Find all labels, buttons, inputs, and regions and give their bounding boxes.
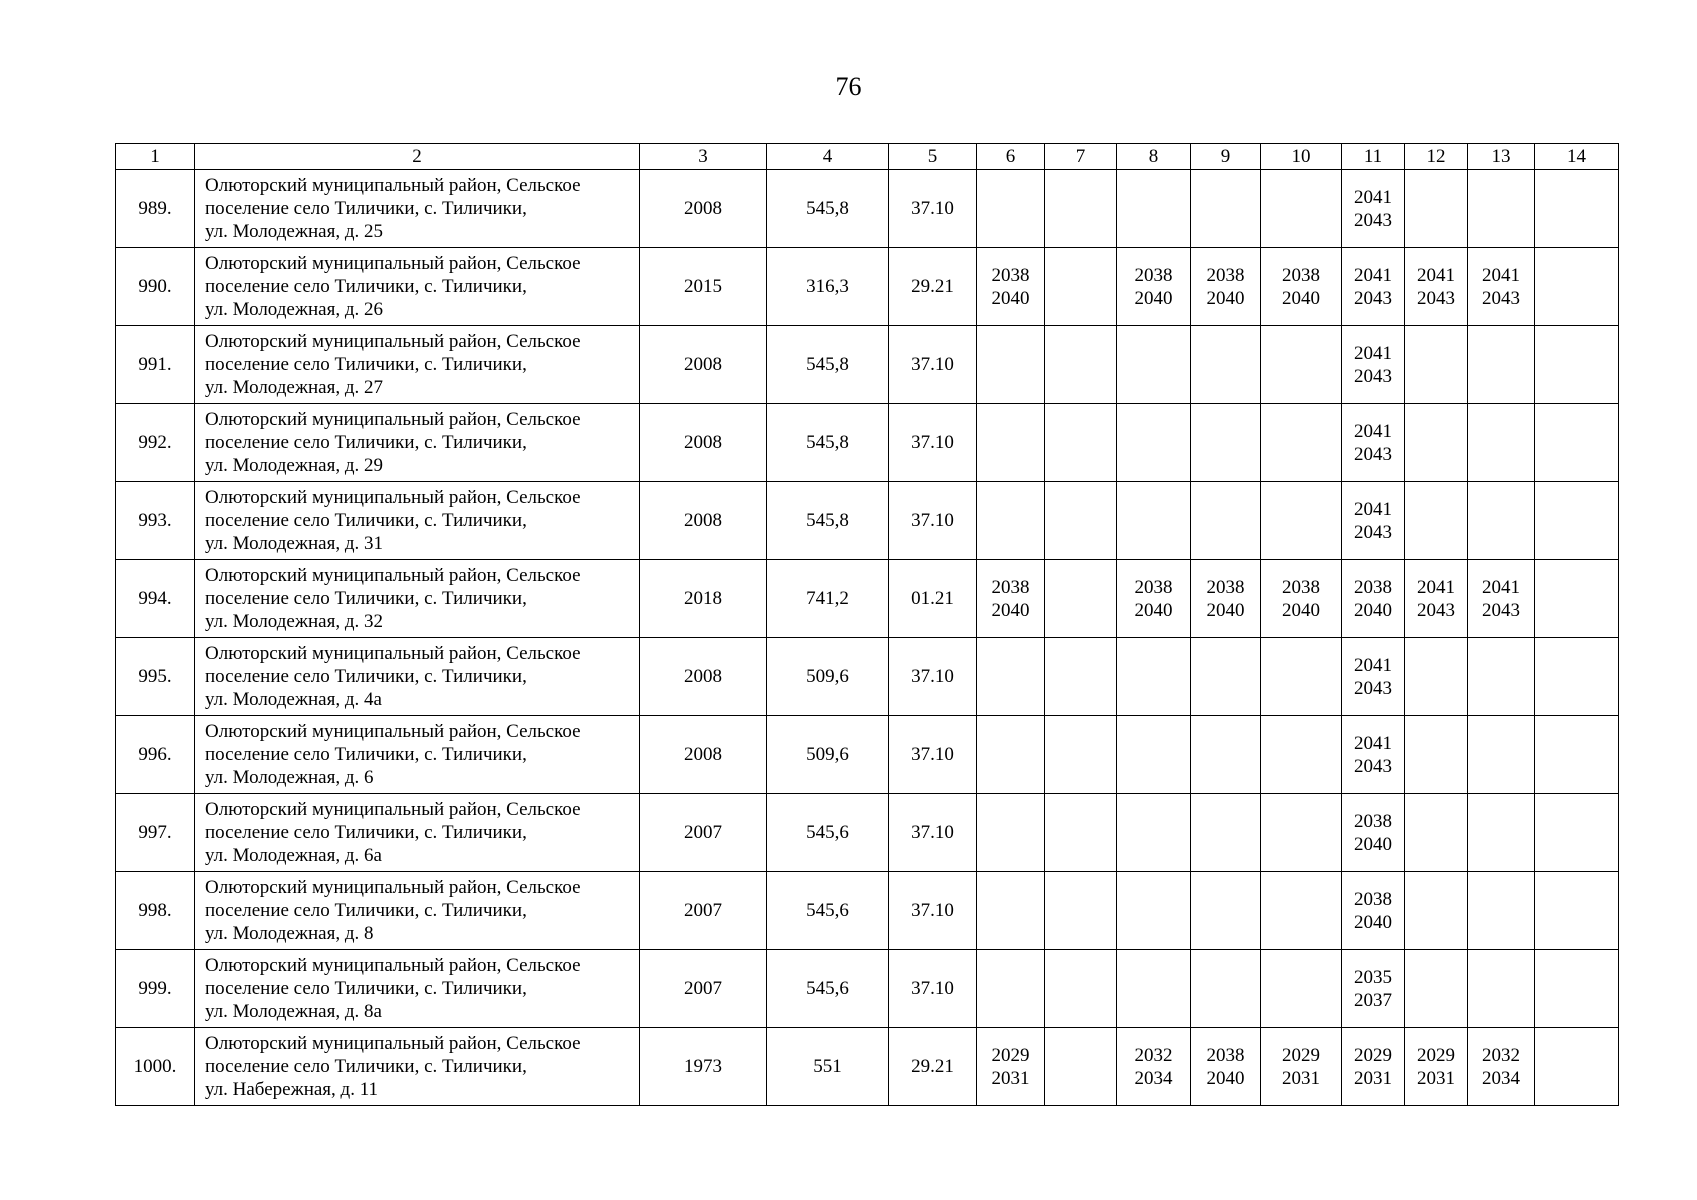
repair-period-cell-c10 bbox=[1261, 716, 1342, 794]
repair-year: 2041 bbox=[1354, 654, 1392, 676]
page-number: 76 bbox=[835, 72, 862, 101]
area-cell: 545,8 bbox=[767, 326, 889, 404]
address-line: поселение село Тиличики, с. Тиличики, bbox=[205, 900, 527, 921]
repair-period-cell-c14 bbox=[1535, 638, 1619, 716]
address-line: поселение село Тиличики, с. Тиличики, bbox=[205, 510, 527, 531]
repair-year: 2038 bbox=[1354, 888, 1392, 910]
address-line: ул. Молодежная, д. 6а bbox=[205, 845, 382, 866]
address-cell bbox=[195, 560, 640, 638]
address-line: Олюторский муниципальный район, Сельское bbox=[205, 877, 581, 898]
repair-period-cell-c7 bbox=[1045, 560, 1117, 638]
repair-year: 2043 bbox=[1354, 521, 1392, 543]
address-cell bbox=[195, 482, 640, 560]
address-line: ул. Молодежная, д. 32 bbox=[205, 611, 383, 632]
repair-period-cell-c8 bbox=[1117, 950, 1191, 1028]
repair-period-cell-c13 bbox=[1468, 404, 1535, 482]
code-cell: 37.10 bbox=[889, 638, 977, 716]
repair-year: 2040 bbox=[1206, 599, 1245, 621]
repair-period-cell-c6 bbox=[977, 170, 1045, 248]
repair-period-cell-c13 bbox=[1468, 326, 1535, 404]
code-cell: 37.10 bbox=[889, 404, 977, 482]
address-line: ул. Молодежная, д. 4а bbox=[205, 689, 382, 710]
table-row bbox=[116, 716, 1619, 794]
table-row bbox=[116, 872, 1619, 950]
repair-year: 2029 bbox=[991, 1044, 1030, 1066]
table-row bbox=[116, 482, 1619, 560]
repair-period-cell-c10 bbox=[1261, 326, 1342, 404]
repair-year: 2043 bbox=[1417, 287, 1455, 309]
address-line: поселение село Тиличики, с. Тиличики, bbox=[205, 354, 527, 375]
repair-period-cell-c11 bbox=[1342, 170, 1405, 248]
column-header: 12 bbox=[1405, 144, 1468, 170]
repair-period-cell-c13 bbox=[1468, 482, 1535, 560]
table-row bbox=[116, 326, 1619, 404]
code-cell: 01.21 bbox=[889, 560, 977, 638]
repair-period-cell-c11 bbox=[1342, 326, 1405, 404]
repair-period-cell-c7 bbox=[1045, 872, 1117, 950]
row-number-cell: 999. bbox=[116, 950, 195, 1028]
repair-year: 2029 bbox=[1354, 1044, 1392, 1066]
repair-period-cell-c13 bbox=[1468, 872, 1535, 950]
repair-year: 2032 bbox=[1134, 1044, 1173, 1066]
repair-year: 2038 bbox=[1282, 264, 1320, 286]
column-header: 9 bbox=[1191, 144, 1261, 170]
repair-period-cell-c14 bbox=[1535, 482, 1619, 560]
area-cell: 545,8 bbox=[767, 482, 889, 560]
row-number-cell: 990. bbox=[116, 248, 195, 326]
repair-period-cell-c14 bbox=[1535, 794, 1619, 872]
year-built-cell: 2015 bbox=[640, 248, 767, 326]
repair-period-cell-c7 bbox=[1045, 248, 1117, 326]
repair-year: 2040 bbox=[1354, 911, 1392, 933]
repair-period-cell-c9 bbox=[1191, 872, 1261, 950]
repair-period-cell-c11 bbox=[1342, 482, 1405, 560]
repair-period-cell-c9 bbox=[1191, 248, 1261, 326]
table-row bbox=[116, 404, 1619, 482]
repair-period-cell-c14 bbox=[1535, 170, 1619, 248]
repair-period-cell-c8 bbox=[1117, 170, 1191, 248]
repair-period-cell-c8 bbox=[1117, 716, 1191, 794]
column-header: 6 bbox=[977, 144, 1045, 170]
repair-year: 2031 bbox=[991, 1067, 1030, 1089]
address-cell bbox=[195, 170, 640, 248]
repair-year: 2032 bbox=[1482, 1044, 1520, 1066]
address-line: Олюторский муниципальный район, Сельское bbox=[205, 799, 581, 820]
repair-year: 2040 bbox=[1354, 833, 1392, 855]
address-line: Олюторский муниципальный район, Сельское bbox=[205, 643, 581, 664]
year-built-cell: 2007 bbox=[640, 872, 767, 950]
address-line: Олюторский муниципальный район, Сельское bbox=[205, 955, 581, 976]
repair-year: 2043 bbox=[1482, 287, 1520, 309]
repair-period-cell-c6 bbox=[977, 1028, 1045, 1106]
repair-period-cell-c6 bbox=[977, 794, 1045, 872]
address-cell bbox=[195, 872, 640, 950]
column-header: 3 bbox=[640, 144, 767, 170]
repair-period-cell-c9 bbox=[1191, 716, 1261, 794]
repair-period-cell-c14 bbox=[1535, 1028, 1619, 1106]
year-built-cell: 2008 bbox=[640, 716, 767, 794]
repair-period-cell-c8 bbox=[1117, 872, 1191, 950]
repair-year: 2029 bbox=[1282, 1044, 1320, 1066]
repair-year: 2043 bbox=[1482, 599, 1520, 621]
repair-year: 2038 bbox=[991, 264, 1030, 286]
area-cell: 551 bbox=[767, 1028, 889, 1106]
repair-year: 2040 bbox=[1282, 599, 1320, 621]
year-built-cell: 2008 bbox=[640, 170, 767, 248]
repair-period-cell-c7 bbox=[1045, 716, 1117, 794]
repair-period-cell-c13 bbox=[1468, 638, 1535, 716]
row-number-cell: 996. bbox=[116, 716, 195, 794]
table-body bbox=[116, 170, 1619, 1106]
code-cell: 37.10 bbox=[889, 872, 977, 950]
repair-period-cell-c13 bbox=[1468, 1028, 1535, 1106]
repair-period-cell-c6 bbox=[977, 404, 1045, 482]
code-cell: 37.10 bbox=[889, 170, 977, 248]
repair-year: 2041 bbox=[1354, 264, 1392, 286]
address-cell bbox=[195, 950, 640, 1028]
address-line: ул. Молодежная, д. 25 bbox=[205, 221, 383, 242]
row-number-cell: 989. bbox=[116, 170, 195, 248]
repair-period-cell-c9 bbox=[1191, 560, 1261, 638]
address-cell bbox=[195, 248, 640, 326]
code-cell: 37.10 bbox=[889, 482, 977, 560]
address-line: поселение село Тиличики, с. Тиличики, bbox=[205, 822, 527, 843]
area-cell: 545,8 bbox=[767, 404, 889, 482]
repair-period-cell-c11 bbox=[1342, 872, 1405, 950]
repair-period-cell-c9 bbox=[1191, 794, 1261, 872]
address-line: ул. Молодежная, д. 26 bbox=[205, 299, 383, 320]
repair-period-cell-c14 bbox=[1535, 950, 1619, 1028]
column-header: 4 bbox=[767, 144, 889, 170]
repair-year: 2041 bbox=[1354, 732, 1392, 754]
repair-year: 2038 bbox=[1206, 1044, 1245, 1066]
repair-period-cell-c12 bbox=[1405, 716, 1468, 794]
repair-period-cell-c8 bbox=[1117, 1028, 1191, 1106]
repair-year: 2031 bbox=[1282, 1067, 1320, 1089]
repair-period-cell-c11 bbox=[1342, 248, 1405, 326]
repair-year: 2035 bbox=[1354, 966, 1392, 988]
repair-year: 2031 bbox=[1417, 1067, 1455, 1089]
row-number-cell: 993. bbox=[116, 482, 195, 560]
repair-period-cell-c7 bbox=[1045, 794, 1117, 872]
column-header: 7 bbox=[1045, 144, 1117, 170]
repair-period-cell-c9 bbox=[1191, 404, 1261, 482]
area-cell: 545,8 bbox=[767, 170, 889, 248]
code-cell: 37.10 bbox=[889, 950, 977, 1028]
repair-year: 2037 bbox=[1354, 989, 1392, 1011]
repair-period-cell-c8 bbox=[1117, 560, 1191, 638]
repair-year: 2041 bbox=[1482, 264, 1520, 286]
row-number-cell: 1000. bbox=[116, 1028, 195, 1106]
repair-period-cell-c12 bbox=[1405, 872, 1468, 950]
table-row bbox=[116, 1028, 1619, 1106]
repair-period-cell-c11 bbox=[1342, 794, 1405, 872]
repair-period-cell-c13 bbox=[1468, 716, 1535, 794]
table-row bbox=[116, 794, 1619, 872]
address-cell bbox=[195, 794, 640, 872]
repair-period-cell-c12 bbox=[1405, 950, 1468, 1028]
repair-year: 2029 bbox=[1417, 1044, 1455, 1066]
repair-year: 2041 bbox=[1417, 576, 1455, 598]
address-cell bbox=[195, 326, 640, 404]
repair-period-cell-c6 bbox=[977, 950, 1045, 1028]
repair-period-cell-c14 bbox=[1535, 716, 1619, 794]
repair-year: 2040 bbox=[1206, 287, 1245, 309]
repair-year: 2038 bbox=[1206, 264, 1245, 286]
address-line: поселение село Тиличики, с. Тиличики, bbox=[205, 1056, 527, 1077]
repair-period-cell-c9 bbox=[1191, 950, 1261, 1028]
repair-period-cell-c6 bbox=[977, 872, 1045, 950]
repair-period-cell-c6 bbox=[977, 716, 1045, 794]
repair-year: 2043 bbox=[1417, 599, 1455, 621]
repair-period-cell-c10 bbox=[1261, 794, 1342, 872]
column-header: 5 bbox=[889, 144, 977, 170]
year-built-cell: 2008 bbox=[640, 404, 767, 482]
row-number-cell: 997. bbox=[116, 794, 195, 872]
repair-year: 2038 bbox=[1354, 576, 1392, 598]
repair-period-cell-c10 bbox=[1261, 248, 1342, 326]
row-number-cell: 994. bbox=[116, 560, 195, 638]
repair-year: 2041 bbox=[1482, 576, 1520, 598]
repair-year: 2034 bbox=[1134, 1067, 1173, 1089]
repair-period-cell-c10 bbox=[1261, 404, 1342, 482]
repair-period-cell-c9 bbox=[1191, 482, 1261, 560]
column-header: 8 bbox=[1117, 144, 1191, 170]
repair-year: 2040 bbox=[1282, 287, 1320, 309]
register-table bbox=[115, 143, 1619, 1106]
repair-period-cell-c10 bbox=[1261, 482, 1342, 560]
address-line: Олюторский муниципальный район, Сельское bbox=[205, 565, 581, 586]
code-cell: 37.10 bbox=[889, 326, 977, 404]
year-built-cell: 2007 bbox=[640, 794, 767, 872]
repair-year: 2041 bbox=[1354, 420, 1392, 442]
repair-period-cell-c9 bbox=[1191, 170, 1261, 248]
repair-year: 2043 bbox=[1354, 365, 1392, 387]
column-header: 13 bbox=[1468, 144, 1535, 170]
repair-year: 2038 bbox=[1134, 576, 1173, 598]
repair-period-cell-c6 bbox=[977, 326, 1045, 404]
year-built-cell: 2008 bbox=[640, 326, 767, 404]
repair-year: 2040 bbox=[1354, 599, 1392, 621]
address-line: ул. Молодежная, д. 31 bbox=[205, 533, 383, 554]
repair-year: 2043 bbox=[1354, 287, 1392, 309]
address-line: Олюторский муниципальный район, Сельское bbox=[205, 721, 581, 742]
repair-period-cell-c12 bbox=[1405, 482, 1468, 560]
address-line: ул. Набережная, д. 11 bbox=[205, 1079, 379, 1100]
area-cell: 509,6 bbox=[767, 716, 889, 794]
repair-period-cell-c14 bbox=[1535, 872, 1619, 950]
repair-period-cell-c7 bbox=[1045, 404, 1117, 482]
address-line: Олюторский муниципальный район, Сельское bbox=[205, 409, 581, 430]
address-cell bbox=[195, 404, 640, 482]
repair-period-cell-c6 bbox=[977, 248, 1045, 326]
repair-year: 2043 bbox=[1354, 755, 1392, 777]
repair-period-cell-c11 bbox=[1342, 560, 1405, 638]
address-line: Олюторский муниципальный район, Сельское bbox=[205, 175, 581, 196]
repair-year: 2043 bbox=[1354, 209, 1392, 231]
repair-period-cell-c12 bbox=[1405, 560, 1468, 638]
repair-period-cell-c9 bbox=[1191, 326, 1261, 404]
repair-year: 2040 bbox=[1134, 599, 1173, 621]
repair-period-cell-c13 bbox=[1468, 170, 1535, 248]
area-cell: 509,6 bbox=[767, 638, 889, 716]
repair-year: 2041 bbox=[1354, 186, 1392, 208]
repair-period-cell-c14 bbox=[1535, 326, 1619, 404]
repair-period-cell-c12 bbox=[1405, 170, 1468, 248]
repair-period-cell-c8 bbox=[1117, 638, 1191, 716]
repair-period-cell-c10 bbox=[1261, 170, 1342, 248]
area-cell: 545,6 bbox=[767, 872, 889, 950]
repair-year: 2038 bbox=[1206, 576, 1245, 598]
repair-year: 2040 bbox=[991, 287, 1030, 309]
repair-period-cell-c10 bbox=[1261, 1028, 1342, 1106]
column-number-row bbox=[116, 144, 1619, 170]
repair-period-cell-c8 bbox=[1117, 404, 1191, 482]
repair-period-cell-c12 bbox=[1405, 794, 1468, 872]
repair-year: 2034 bbox=[1482, 1067, 1520, 1089]
repair-period-cell-c12 bbox=[1405, 404, 1468, 482]
repair-year: 2031 bbox=[1354, 1067, 1392, 1089]
repair-period-cell-c14 bbox=[1535, 404, 1619, 482]
address-line: Олюторский муниципальный район, Сельское bbox=[205, 487, 581, 508]
table-row bbox=[116, 560, 1619, 638]
repair-period-cell-c11 bbox=[1342, 1028, 1405, 1106]
repair-year: 2041 bbox=[1417, 264, 1455, 286]
repair-period-cell-c12 bbox=[1405, 1028, 1468, 1106]
table-row bbox=[116, 170, 1619, 248]
column-header: 14 bbox=[1535, 144, 1619, 170]
area-cell: 316,3 bbox=[767, 248, 889, 326]
repair-year: 2043 bbox=[1354, 677, 1392, 699]
repair-period-cell-c10 bbox=[1261, 950, 1342, 1028]
repair-period-cell-c13 bbox=[1468, 950, 1535, 1028]
row-number-cell: 991. bbox=[116, 326, 195, 404]
repair-period-cell-c12 bbox=[1405, 248, 1468, 326]
address-line: ул. Молодежная, д. 27 bbox=[205, 377, 383, 398]
row-number-cell: 995. bbox=[116, 638, 195, 716]
year-built-cell: 2008 bbox=[640, 482, 767, 560]
repair-year: 2040 bbox=[1134, 287, 1173, 309]
area-cell: 545,6 bbox=[767, 950, 889, 1028]
code-cell: 37.10 bbox=[889, 794, 977, 872]
table-row bbox=[116, 950, 1619, 1028]
repair-period-cell-c13 bbox=[1468, 794, 1535, 872]
year-built-cell: 2008 bbox=[640, 638, 767, 716]
address-line: поселение село Тиличики, с. Тиличики, bbox=[205, 666, 527, 687]
table-row bbox=[116, 248, 1619, 326]
repair-period-cell-c10 bbox=[1261, 560, 1342, 638]
repair-period-cell-c8 bbox=[1117, 794, 1191, 872]
column-header: 11 bbox=[1342, 144, 1405, 170]
repair-period-cell-c6 bbox=[977, 482, 1045, 560]
address-line: поселение село Тиличики, с. Тиличики, bbox=[205, 276, 527, 297]
repair-period-cell-c9 bbox=[1191, 1028, 1261, 1106]
repair-period-cell-c10 bbox=[1261, 638, 1342, 716]
address-line: поселение село Тиличики, с. Тиличики, bbox=[205, 744, 527, 765]
repair-period-cell-c6 bbox=[977, 638, 1045, 716]
repair-year: 2041 bbox=[1354, 498, 1392, 520]
repair-period-cell-c11 bbox=[1342, 950, 1405, 1028]
row-number-cell: 998. bbox=[116, 872, 195, 950]
repair-period-cell-c11 bbox=[1342, 404, 1405, 482]
column-header: 2 bbox=[195, 144, 640, 170]
repair-period-cell-c7 bbox=[1045, 1028, 1117, 1106]
repair-period-cell-c8 bbox=[1117, 482, 1191, 560]
repair-period-cell-c12 bbox=[1405, 326, 1468, 404]
address-cell bbox=[195, 716, 640, 794]
repair-period-cell-c7 bbox=[1045, 482, 1117, 560]
year-built-cell: 2018 bbox=[640, 560, 767, 638]
repair-period-cell-c14 bbox=[1535, 560, 1619, 638]
address-line: Олюторский муниципальный район, Сельское bbox=[205, 253, 581, 274]
column-header: 1 bbox=[116, 144, 195, 170]
address-line: Олюторский муниципальный район, Сельское bbox=[205, 1033, 581, 1054]
repair-year: 2041 bbox=[1354, 342, 1392, 364]
address-line: ул. Молодежная, д. 8 bbox=[205, 923, 374, 944]
row-number-cell: 992. bbox=[116, 404, 195, 482]
address-cell bbox=[195, 638, 640, 716]
address-line: Олюторский муниципальный район, Сельское bbox=[205, 331, 581, 352]
address-line: поселение село Тиличики, с. Тиличики, bbox=[205, 588, 527, 609]
repair-period-cell-c14 bbox=[1535, 248, 1619, 326]
repair-period-cell-c7 bbox=[1045, 326, 1117, 404]
repair-period-cell-c10 bbox=[1261, 872, 1342, 950]
code-cell: 29.21 bbox=[889, 1028, 977, 1106]
repair-period-cell-c9 bbox=[1191, 638, 1261, 716]
address-line: ул. Молодежная, д. 6 bbox=[205, 767, 374, 788]
repair-period-cell-c7 bbox=[1045, 950, 1117, 1028]
area-cell: 545,6 bbox=[767, 794, 889, 872]
code-cell: 29.21 bbox=[889, 248, 977, 326]
repair-period-cell-c7 bbox=[1045, 638, 1117, 716]
repair-year: 2038 bbox=[1282, 576, 1320, 598]
repair-period-cell-c13 bbox=[1468, 248, 1535, 326]
repair-period-cell-c8 bbox=[1117, 326, 1191, 404]
address-line: ул. Молодежная, д. 8а bbox=[205, 1001, 382, 1022]
repair-year: 2043 bbox=[1354, 443, 1392, 465]
year-built-cell: 2007 bbox=[640, 950, 767, 1028]
repair-period-cell-c11 bbox=[1342, 716, 1405, 794]
area-cell: 741,2 bbox=[767, 560, 889, 638]
code-cell: 37.10 bbox=[889, 716, 977, 794]
repair-period-cell-c6 bbox=[977, 560, 1045, 638]
repair-year: 2040 bbox=[1206, 1067, 1245, 1089]
repair-year: 2038 bbox=[991, 576, 1030, 598]
column-header: 10 bbox=[1261, 144, 1342, 170]
repair-year: 2038 bbox=[1134, 264, 1173, 286]
table-row bbox=[116, 638, 1619, 716]
repair-period-cell-c7 bbox=[1045, 170, 1117, 248]
address-line: поселение село Тиличики, с. Тиличики, bbox=[205, 432, 527, 453]
repair-period-cell-c8 bbox=[1117, 248, 1191, 326]
repair-year: 2040 bbox=[991, 599, 1030, 621]
address-cell bbox=[195, 1028, 640, 1106]
repair-year: 2038 bbox=[1354, 810, 1392, 832]
address-line: ул. Молодежная, д. 29 bbox=[205, 455, 383, 476]
repair-period-cell-c11 bbox=[1342, 638, 1405, 716]
address-line: поселение село Тиличики, с. Тиличики, bbox=[205, 198, 527, 219]
repair-period-cell-c13 bbox=[1468, 560, 1535, 638]
year-built-cell: 1973 bbox=[640, 1028, 767, 1106]
repair-period-cell-c12 bbox=[1405, 638, 1468, 716]
address-line: поселение село Тиличики, с. Тиличики, bbox=[205, 978, 527, 999]
